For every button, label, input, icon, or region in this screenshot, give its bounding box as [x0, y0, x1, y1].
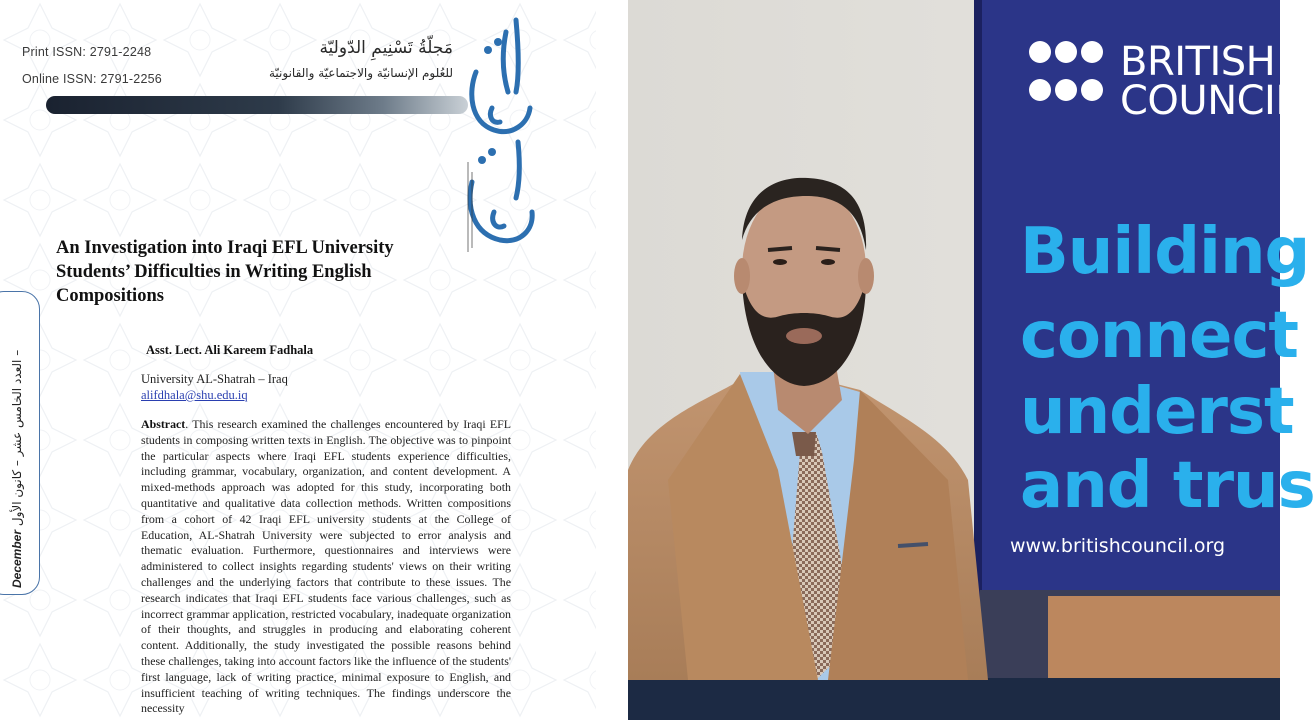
- author-affiliation: University AL-Shatrah – Iraq: [141, 372, 288, 386]
- author-photo: [628, 0, 1315, 720]
- online-issn: Online ISSN: 2791-2256: [22, 72, 162, 86]
- abstract-label: Abstract: [141, 417, 186, 431]
- journal-page: [0, 0, 596, 720]
- tasneem-journal-logo-icon: [458, 12, 544, 262]
- abstract-paragraph: [141, 417, 511, 717]
- banner-url: www.britishcouncil.org: [1010, 535, 1226, 557]
- paper-title: An Investigation into Iraqi EFL University Students’ Difficulties in Writing English Compositions: [56, 238, 394, 306]
- print-issn: Print ISSN: 2791-2248: [22, 45, 152, 59]
- journal-arabic-subtitle: للعُلوم الإنسانيّة والاجتماعيّة والقانونيّة: [268, 66, 453, 80]
- journal-arabic-title: مَجلّةُ تَسْنِيمِ الدّوليّة: [319, 38, 453, 58]
- british-council-dots-icon: [1028, 38, 1104, 114]
- author-email-link[interactable]: alifdhala@shu.edu.iq: [141, 388, 248, 402]
- issue-month-english: December: [10, 529, 24, 588]
- banner-slogan-line1: Building: [1020, 215, 1310, 289]
- abstract-text: . This research examined the challenges encountered by Iraqi EFL students in composing written texts in English. The objective was to pinpoint the particular aspects where Iraqi EFL students experience difficulties, including grammar, vocabulary, organization, and content development. A mixed-methods approach was adopted for this study, incorporating both quantitative and qualitative data collection methods. Written compositions from a cohort of 42 Iraqi EFL university students at the College of Education, AL-Shatrah University were subjected to error analysis and thematic evaluation. Furthermore, questionnaires and interviews were administered to collect insights regarding students' views on their writing challenges and the underlying factors that contribute to these issues. The research indicates that Iraqi EFL students face various challenges, such as incorrect grammar application, restricted vocabulary, inadequate organization of their thoughts, and struggles in producing and elaborating coherent content. Additionally, the study investigated the possible reasons behind these challenges, taking into account factors like the influence of the students' first language, lack of writing practice, minimal exposure to English, and insufficient teaching of writing techniques. The findings underscore the necessity: [141, 417, 511, 716]
- issue-side-label: [10, 350, 24, 588]
- banner-org-line1: BRITISH: [1120, 39, 1276, 85]
- issue-number-arabic: العدد الخامس عشر – كانون الأول –: [10, 349, 24, 527]
- author-name: Asst. Lect. Ali Kareem Fadhala: [146, 343, 314, 357]
- image-divider: [596, 0, 628, 720]
- banner-slogan-line3: underst: [1020, 375, 1294, 449]
- header-decorative-bar: [46, 96, 468, 114]
- banner-org-line2: COUNCIL: [1120, 78, 1298, 124]
- banner-slogan-line2: connect: [1020, 299, 1298, 373]
- banner-slogan-line4: and trus: [1020, 449, 1315, 523]
